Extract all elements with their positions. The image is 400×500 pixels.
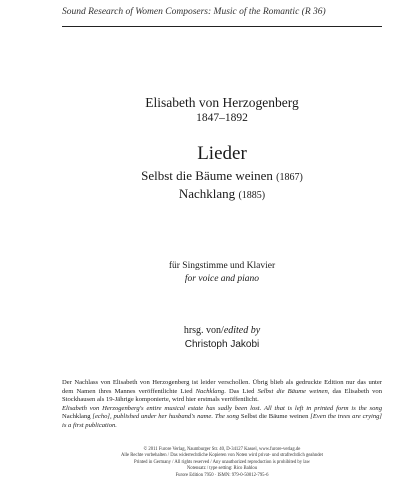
notes-de-song: Selbst die Bäume weinen <box>257 387 328 395</box>
song-1-title: Selbst die Bäume weinen <box>141 168 273 183</box>
legal-rights-de: Alle Rechte vorbehalten / Das widerrechtliche Kopieren von Noten wird privat- und strafrechtlich geahndet <box>121 453 323 459</box>
editor-label <box>62 325 382 336</box>
song-2-title: Nachklang <box>178 186 236 201</box>
legal-typesetting: Notensatz / type setting: Rico Bahlou <box>186 466 258 472</box>
notes-de-part-2: . Das Lied <box>224 387 258 395</box>
legal-copyright: © 2011 Furore Verlag, Naumburger Str. 40, D-34127 Kassel, www.furore-verlag.de <box>143 447 301 452</box>
notes-english <box>62 405 382 431</box>
notes-de-part-1: Der Nachlass von Elisabeth von Herzogenberg ist leider verschollen. Übrig blieb als gedruckte Edition nur das unter dem Namen ihres Mannes veröffentlichte Lied <box>62 379 382 395</box>
notes-en-part-2: [echo], published under her husband's name. The song <box>90 413 241 421</box>
collection-title: Lieder <box>197 143 247 164</box>
notes-german <box>62 379 382 405</box>
editor-name: Christoph Jakobi <box>184 339 260 350</box>
song-2-year: (1885) <box>238 190 266 201</box>
scoring-german: für Singstimme und Klavier <box>168 261 276 271</box>
legal-edition-number: Furore Edition 7950 · ISMN: 979-0-50012-795-6 <box>175 472 269 478</box>
composer-dates: 1847–1892 <box>196 112 248 124</box>
notes-en-nachklang: Nachklang <box>62 413 91 421</box>
song-1-year: (1867) <box>276 172 303 183</box>
legal-block <box>62 447 382 479</box>
notes-de-nachklang: Nachklang <box>195 387 225 395</box>
notes-de-part-3: , das Elisabeth von Stockhausen als 19-Jährige komponierte, wird hier erstmals veröffentlicht. <box>62 387 383 404</box>
editor-label-de: hrsg. von/ <box>183 325 224 336</box>
editor-label-en: edited by <box>223 325 261 336</box>
header-rule <box>62 26 382 27</box>
song-1-line <box>62 168 382 184</box>
notes-en-part-1: Elisabeth von Herzogenberg's entire musical estate has sadly been lost. All that is left in printed form is the song <box>62 404 382 412</box>
scoring-english: for voice and piano <box>184 274 260 284</box>
edition-notes <box>62 379 382 431</box>
composer-name: Elisabeth von Herzogenberg <box>145 95 299 110</box>
song-2-line <box>62 186 382 202</box>
series-title: Sound Research of Women Composers: Music of the Romantic (R 36) <box>62 7 326 17</box>
legal-rights-en: Printed in Germany / All rights reserved / Any unauthorized reproduction is prohibited by law <box>133 459 310 465</box>
notes-en-part-3: [Even the trees are crying] is a first publication. <box>62 413 382 429</box>
notes-en-song: Selbst die Bäume weinen <box>240 413 309 421</box>
